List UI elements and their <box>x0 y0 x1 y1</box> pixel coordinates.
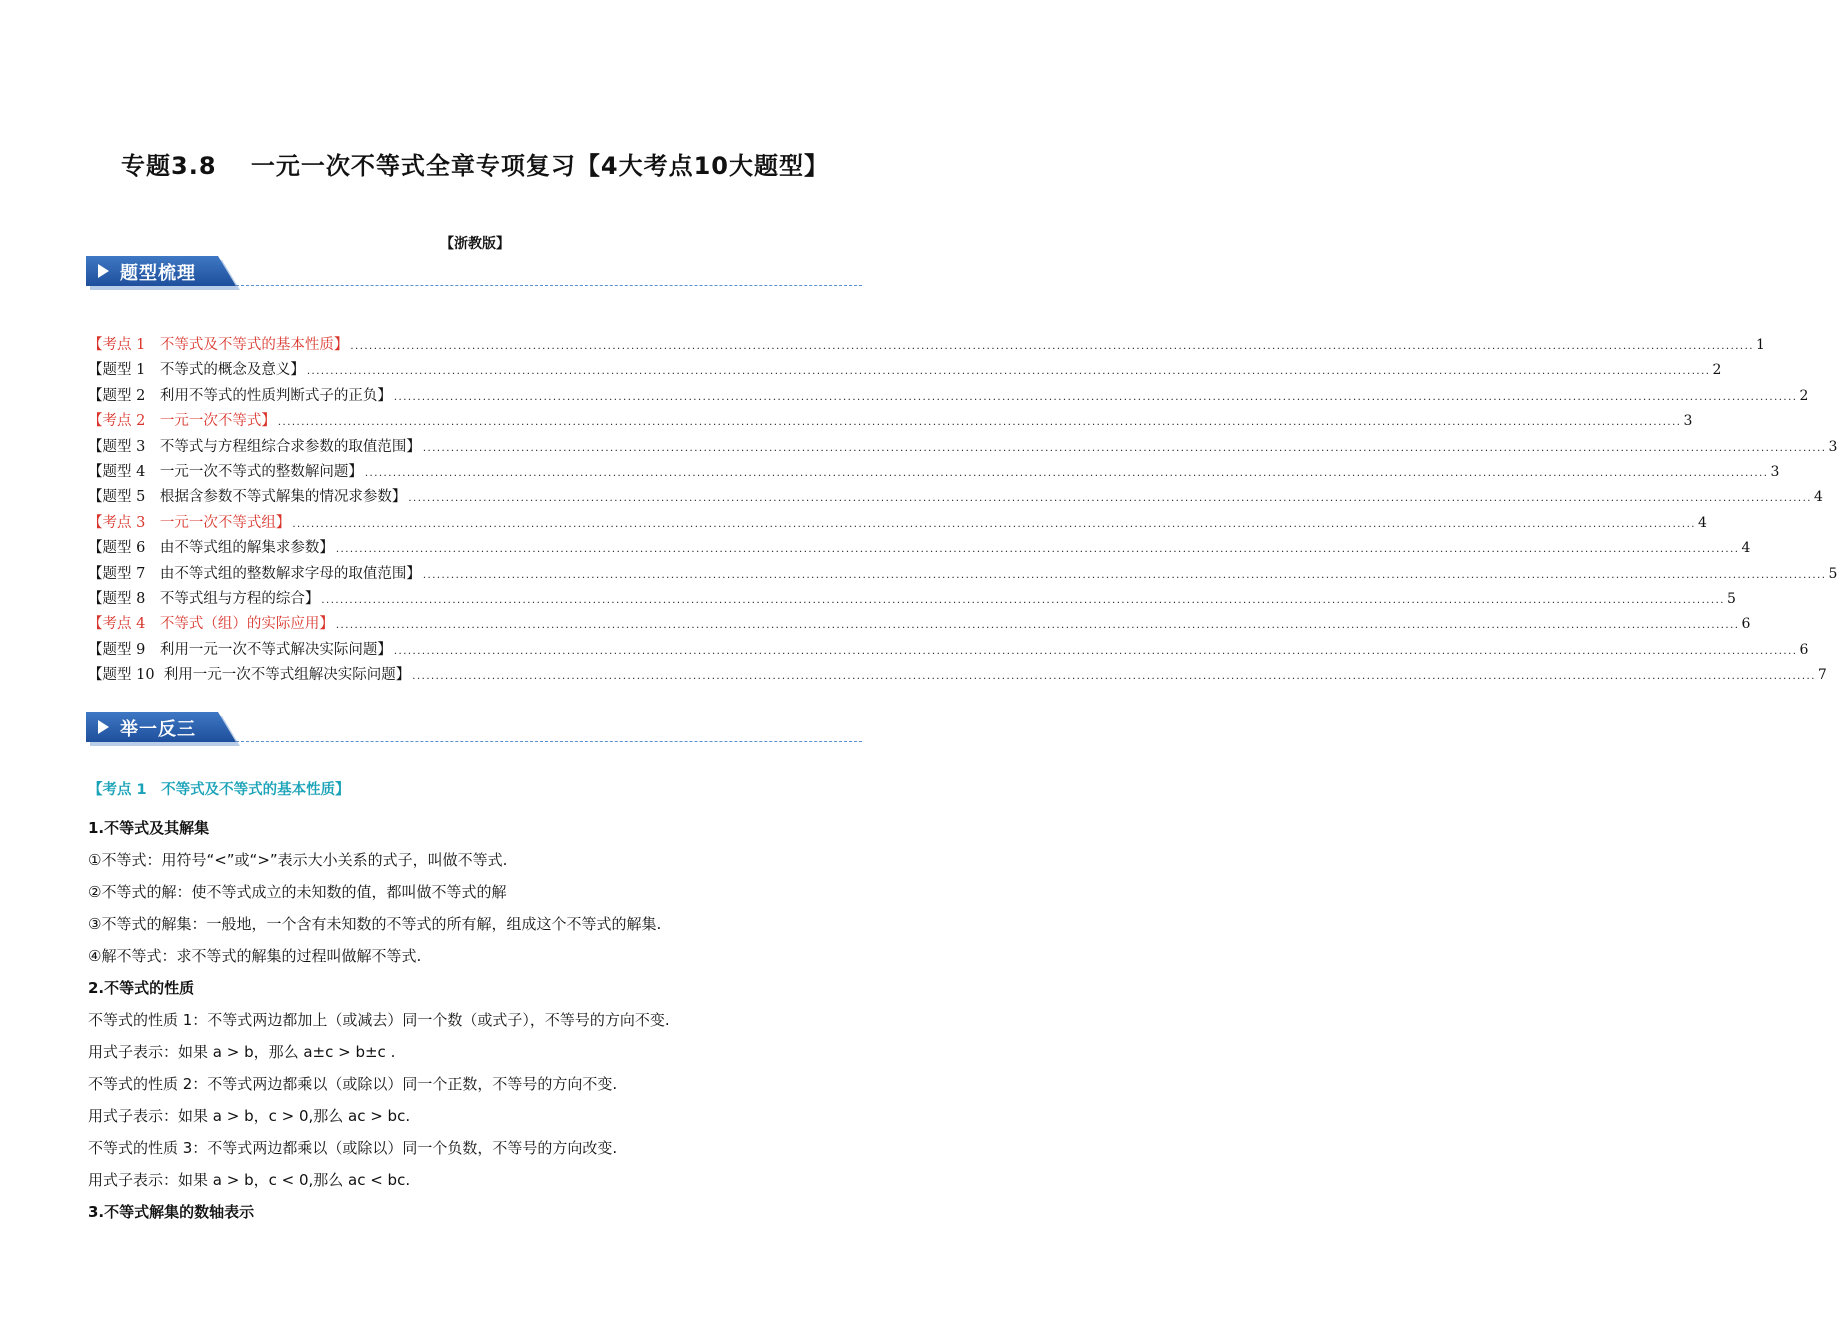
toc-entry[interactable] <box>88 485 1823 510</box>
section-heading: 【考点 1 不等式及不等式的基本性质】 <box>88 782 350 798</box>
toc-page-number: 1 <box>1755 337 1765 353</box>
toc-page-number: 3 <box>1683 413 1693 430</box>
toc-leader-dots: ............................................................................................................................................................................................................................................................................................................ <box>306 366 1711 378</box>
toc-entry-title: 【题型 4 一元一次不等式的整数解问题】 <box>88 463 363 480</box>
toc-leader-dots: ............................................................................................................................................................................................................................................................................................................ <box>408 493 1812 505</box>
toc-leader-dots: ............................................................................................................................................................................................................................................................................................................ <box>393 391 1798 403</box>
toc-entry[interactable] <box>88 638 1809 663</box>
paragraph-line: ②不等式的解：使不等式成立的未知数的值，都叫做不等式的解 <box>88 883 507 901</box>
toc-page-number: 6 <box>1741 616 1751 633</box>
toc-entry-title: 【题型 9 利用一元一次不等式解决实际问题】 <box>88 641 392 658</box>
toc-page-number: 4 <box>1697 514 1707 531</box>
toc-entry-title: 【题型 2 利用不等式的性质判断式子的正负】 <box>88 387 392 404</box>
table-of-contents <box>88 333 1837 688</box>
toc-entry[interactable] <box>88 663 1827 688</box>
paragraph-line: 用式子表示：如果 a > b，c < 0,那么 ac < bc. <box>88 1171 411 1189</box>
toc-entry-title: 【题型 6 由不等式组的解集求参数】 <box>88 540 334 557</box>
toc-leader-dots: ............................................................................................................................................................................................................................................................................................................ <box>422 442 1827 454</box>
toc-leader-dots: ............................................................................................................................................................................................................................................................................................................ <box>350 341 1754 352</box>
paragraph-line: ③不等式的解集：一般地，一个含有未知数的不等式的所有解，组成这个不等式的解集. <box>88 915 662 933</box>
toc-entry-title: 【题型 5 根据含参数不等式解集的情况求参数】 <box>88 489 407 506</box>
toc-entry-title: 【题型 3 不等式与方程组综合求参数的取值范围】 <box>88 438 421 455</box>
toc-page-number: 5 <box>1828 565 1837 582</box>
toc-leader-dots: ............................................................................................................................................................................................................................................................................................................ <box>364 467 1769 479</box>
page-title: 专题3.8 一元一次不等式全章专项复习【4大考点10大题型】 <box>121 152 829 180</box>
banner-label: 举一反三 <box>120 719 196 740</box>
toc-entry-title: 【题型 10 利用一元一次不等式组解决实际问题】 <box>88 667 411 684</box>
toc-entry[interactable] <box>88 612 1751 637</box>
toc-entry-title: 【考点 1 不等式及不等式的基本性质】 <box>88 337 349 353</box>
toc-page-number: 3 <box>1770 463 1780 480</box>
toc-entry[interactable] <box>88 460 1780 485</box>
toc-entry[interactable] <box>88 384 1809 409</box>
subheading: 2.不等式的性质 <box>88 979 195 997</box>
toc-leader-dots: ............................................................................................................................................................................................................................................................................................................ <box>321 594 1725 606</box>
toc-entry[interactable] <box>88 358 1722 383</box>
paragraph-line: 用式子表示：如果 a > b，那么 a±c > b±c . <box>88 1043 396 1061</box>
toc-page-number: 6 <box>1799 641 1809 658</box>
paragraph-line: ④解不等式：求不等式的解集的过程叫做解不等式. <box>88 947 422 965</box>
toc-entry[interactable] <box>88 587 1736 612</box>
toc-entry-title: 【题型 7 由不等式组的整数解求字母的取值范围】 <box>88 565 421 582</box>
toc-entry[interactable] <box>88 562 1837 587</box>
play-triangle-icon <box>98 264 109 278</box>
body-text <box>88 812 878 1228</box>
banner-divider <box>236 285 862 286</box>
toc-entry-title: 【题型 1 不等式的概念及意义】 <box>88 362 305 379</box>
paragraph-line: 不等式的性质 3：不等式两边都乘以（或除以）同一个负数，不等号的方向改变. <box>88 1139 618 1157</box>
paragraph-line: ①不等式：用符号“<”或“>”表示大小关系的式子，叫做不等式. <box>88 851 508 869</box>
toc-leader-dots: ............................................................................................................................................................................................................................................................................................................ <box>335 544 1740 556</box>
toc-page-number: 4 <box>1813 489 1823 506</box>
banner-divider <box>236 741 862 742</box>
paragraph-line: 不等式的性质 1：不等式两边都加上（或减去）同一个数（或式子），不等号的方向不变. <box>88 1011 670 1029</box>
section-banner-examples <box>86 712 862 744</box>
toc-leader-dots: ............................................................................................................................................................................................................................................................................................................ <box>422 569 1827 581</box>
banner-label: 题型梳理 <box>120 263 196 284</box>
toc-page-number: 2 <box>1712 362 1722 379</box>
toc-entry-title: 【题型 8 不等式组与方程的综合】 <box>88 590 320 607</box>
toc-entry-title: 【考点 4 不等式（组）的实际应用】 <box>88 616 334 633</box>
toc-leader-dots: ............................................................................................................................................................................................................................................................................................................ <box>393 645 1798 657</box>
section-banner-overview <box>86 256 862 288</box>
toc-leader-dots: ............................................................................................................................................................................................................................................................................................................ <box>412 671 1816 683</box>
toc-leader-dots: ............................................................................................................................................................................................................................................................................................................ <box>292 518 1696 530</box>
toc-entry-title: 【考点 3 一元一次不等式组】 <box>88 514 291 531</box>
edition-label: 【浙教版】 <box>440 236 510 252</box>
paragraph-line: 不等式的性质 2：不等式两边都乘以（或除以）同一个正数，不等号的方向不变. <box>88 1075 618 1093</box>
subheading: 1.不等式及其解集 <box>88 819 210 837</box>
toc-entry[interactable] <box>88 511 1707 536</box>
toc-page-number: 7 <box>1817 667 1827 684</box>
subheading: 3.不等式解集的数轴表示 <box>88 1203 255 1221</box>
toc-entry[interactable] <box>88 435 1837 460</box>
toc-page-number: 2 <box>1799 387 1809 404</box>
toc-entry[interactable] <box>88 536 1751 561</box>
play-triangle-icon <box>98 720 109 734</box>
toc-page-number: 4 <box>1741 540 1751 557</box>
toc-entry-title: 【考点 2 一元一次不等式】 <box>88 413 276 430</box>
paragraph-line: 用式子表示：如果 a > b，c > 0,那么 ac > bc. <box>88 1107 411 1125</box>
toc-entry[interactable] <box>88 409 1693 434</box>
toc-leader-dots: ............................................................................................................................................................................................................................................................................................................ <box>277 417 1682 429</box>
toc-entry[interactable] <box>88 333 1765 358</box>
toc-page-number: 3 <box>1828 438 1837 455</box>
toc-leader-dots: ............................................................................................................................................................................................................................................................................................................ <box>335 620 1740 632</box>
toc-page-number: 5 <box>1726 590 1736 607</box>
